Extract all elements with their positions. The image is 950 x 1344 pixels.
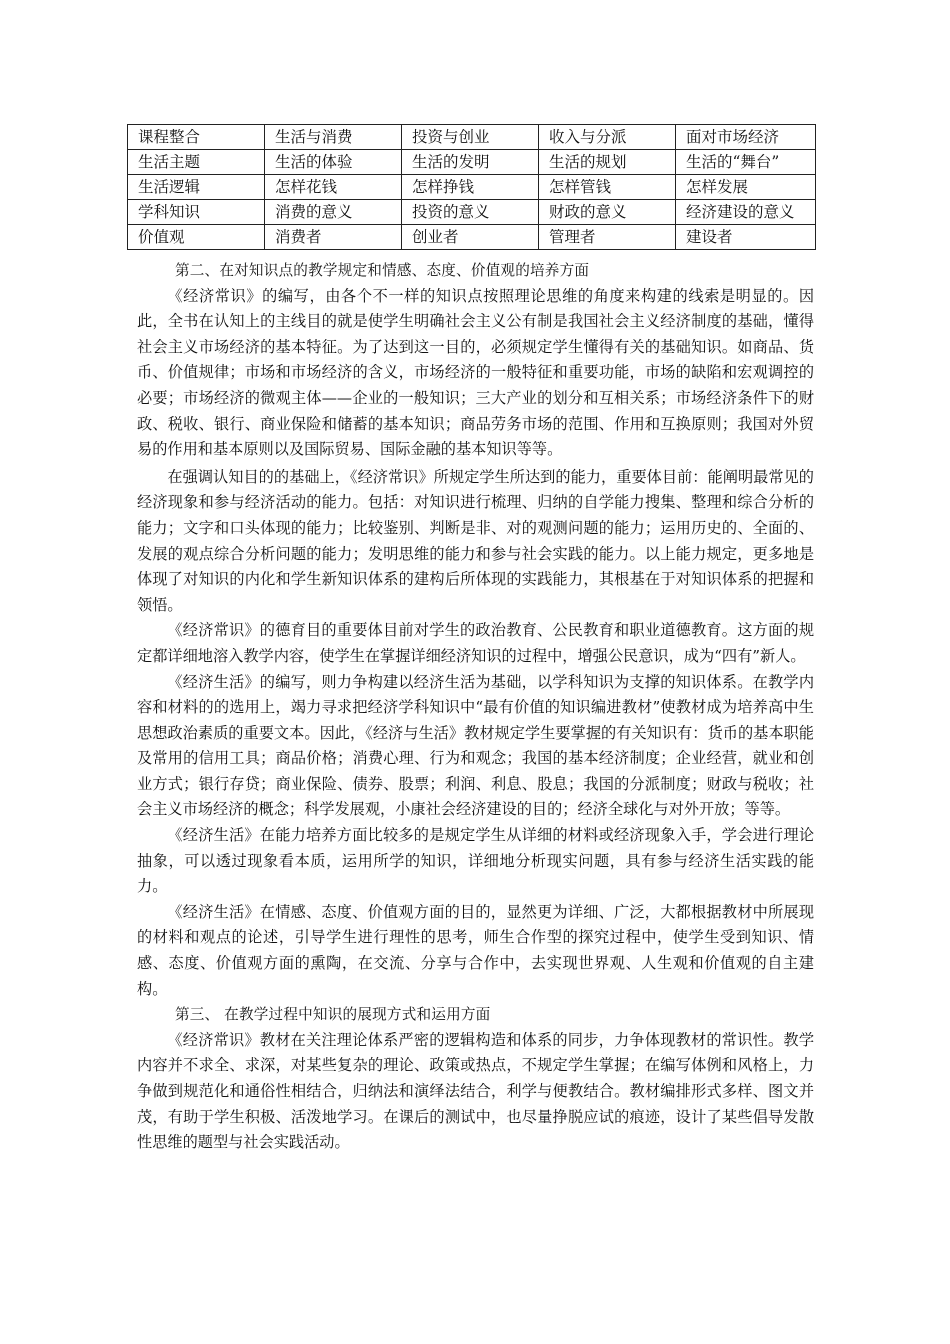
table-cell: 投资的意义 [402, 200, 539, 225]
table-cell: 面对市场经济 [676, 125, 816, 150]
table-cell: 生活主题 [128, 150, 265, 175]
table-cell: 生活的体验 [265, 150, 402, 175]
table-row [128, 150, 816, 175]
section-heading-2: 第二、在对知识点的教学规定和情感、态度、价值观的培养方面 [174, 262, 590, 279]
section-heading-3: 第三、 在教学过程中知识的展现方式和运用方面 [174, 1006, 491, 1024]
table-cell: 财政的意义 [539, 200, 676, 225]
table-cell: 生活的规划 [539, 150, 676, 175]
body-text [137, 258, 814, 1156]
table-cell: 投资与创业 [402, 125, 539, 150]
table-cell: 课程整合 [128, 125, 265, 150]
table-cell: 创业者 [402, 225, 539, 250]
table-cell: 生活的发明 [402, 150, 539, 175]
table-cell: 生活与消费 [265, 125, 402, 150]
paragraph: 在强调认知目的的基础上，《经济常识》所规定学生所达到的能力，重要体目前：能阐明最常见的经济现象和参与经济活动的能力。包括：对知识进行梳理、归纳的自学能力搜集、整理和综合分析的能力；文字和口头体现的能力；比较鉴别、判断是非、对的观测问题的能力；运用历史的、全面的、发展的观点综合分析问题的能力；发明思维的能力和参与社会实践的能力。以上能力规定，更多地是体现了对知识的内化和学生新知识体系的建构后所体现的实践能力，其根基在于对知识体系的把握和领悟。 [137, 467, 814, 614]
table-row [128, 200, 816, 225]
table-cell: 管理者 [539, 225, 676, 250]
paragraph: 《经济常识》的德育目的重要体目前对学生的政治教育、公民教育和职业道德教育。这方面的规定都详细地溶入教学内容，使学生在掌握详细经济知识的过程中，增强公民意识，成为“四有”新人。 [137, 621, 814, 665]
table-row [128, 175, 816, 200]
course-integration-table [127, 124, 816, 250]
table-cell: 学科知识 [128, 200, 265, 225]
paragraph: 《经济生活》在能力培养方面比较多的是规定学生从详细的材料或经济现象入手，学会进行理论抽象，可以透过现象看本质，运用所学的知识，详细地分析现实问题，具有参与经济生活实践的能力。 [137, 826, 814, 896]
table-cell: 经济建设的意义 [676, 200, 816, 225]
table-cell: 消费的意义 [265, 200, 402, 225]
table-row [128, 125, 816, 150]
table-cell: 建设者 [676, 225, 816, 250]
table-cell: 收入与分派 [539, 125, 676, 150]
table-cell: 价值观 [128, 225, 265, 250]
paragraph: 《经济常识》教材在关注理论体系严密的逻辑构造和体系的同步，力争体现教材的常识性。教学内容并不求全、求深，对某些复杂的理论、政策或热点，不规定学生掌握；在编写体例和风格上，力争做到规范化和通俗性相结合，归纳法和演绎法结合，利学与便教结合。教材编排形式多样、图文并茂，有助于学生积极、活泼地学习。在课后的测试中，也尽量挣脱应试的痕迹，设计了某些倡导发散性思维的题型与社会实践活动。 [137, 1030, 814, 1152]
table-cell: 生活逻辑 [128, 175, 265, 200]
paragraph: 《经济生活》在情感、态度、价值观方面的目的，显然更为详细、广泛，大都根据教材中所展现的材料和观点的论述，引导学生进行理性的思考，师生合作型的探究过程中，使学生受到知识、情感、态度、价值观方面的熏陶，在交流、分享与合作中，去实现世界观、人生观和价值观的自主建构。 [137, 902, 814, 998]
paragraph: 《经济常识》的编写，由各个不一样的知识点按照理论思维的角度来构建的线索是明显的。因此，全书在认知上的主线目的就是使学生明确社会主义公有制是我国社会主义经济制度的基础，懂得社会主义市场经济的基本特征。为了达到这一目的，必须规定学生懂得有关的基础知识。如商品、货币、价值规律；市场和市场经济的含义，市场经济的一般特征和重要功能，市场的缺陷和宏观调控的必要；市场经济的微观主体——企业的一般知识；三大产业的划分和互相关系；市场经济条件下的财政、税收、银行、商业保险和储蓄的基本知识；商品劳务市场的范围、作用和互换原则；我国对外贸易的作用和基本原则以及国际贸易、国际金融的基本知识等等。 [137, 286, 814, 459]
table-cell: 怎样发展 [676, 175, 816, 200]
table-cell: 怎样挣钱 [402, 175, 539, 200]
table-row [128, 225, 816, 250]
table-cell: 怎样花钱 [265, 175, 402, 200]
table-cell: 生活的“舞台” [676, 150, 816, 175]
table-cell: 消费者 [265, 225, 402, 250]
paragraph: 《经济生活》的编写，则力争构建以经济生活为基础，以学科知识为支撑的知识体系。在教学内容和材料的的选用上，竭力寻求把经济学科知识中“最有价值的知识编进教材”使教材成为培养高中生思想政治素质的重要文本。因此，《经济与生活》教材规定学生要掌握的有关知识有：货币的基本职能及常用的信用工具；商品价格；消费心理、行为和观念；我国的基本经济制度；企业经营，就业和创业方式；银行存贷；商业保险、债券、股票；利润、利息、股息；我国的分派制度；财政与税收；社会主义市场经济的概念；科学发展观，小康社会经济建设的目的；经济全球化与对外开放；等等。 [137, 672, 814, 819]
table-cell: 怎样管钱 [539, 175, 676, 200]
